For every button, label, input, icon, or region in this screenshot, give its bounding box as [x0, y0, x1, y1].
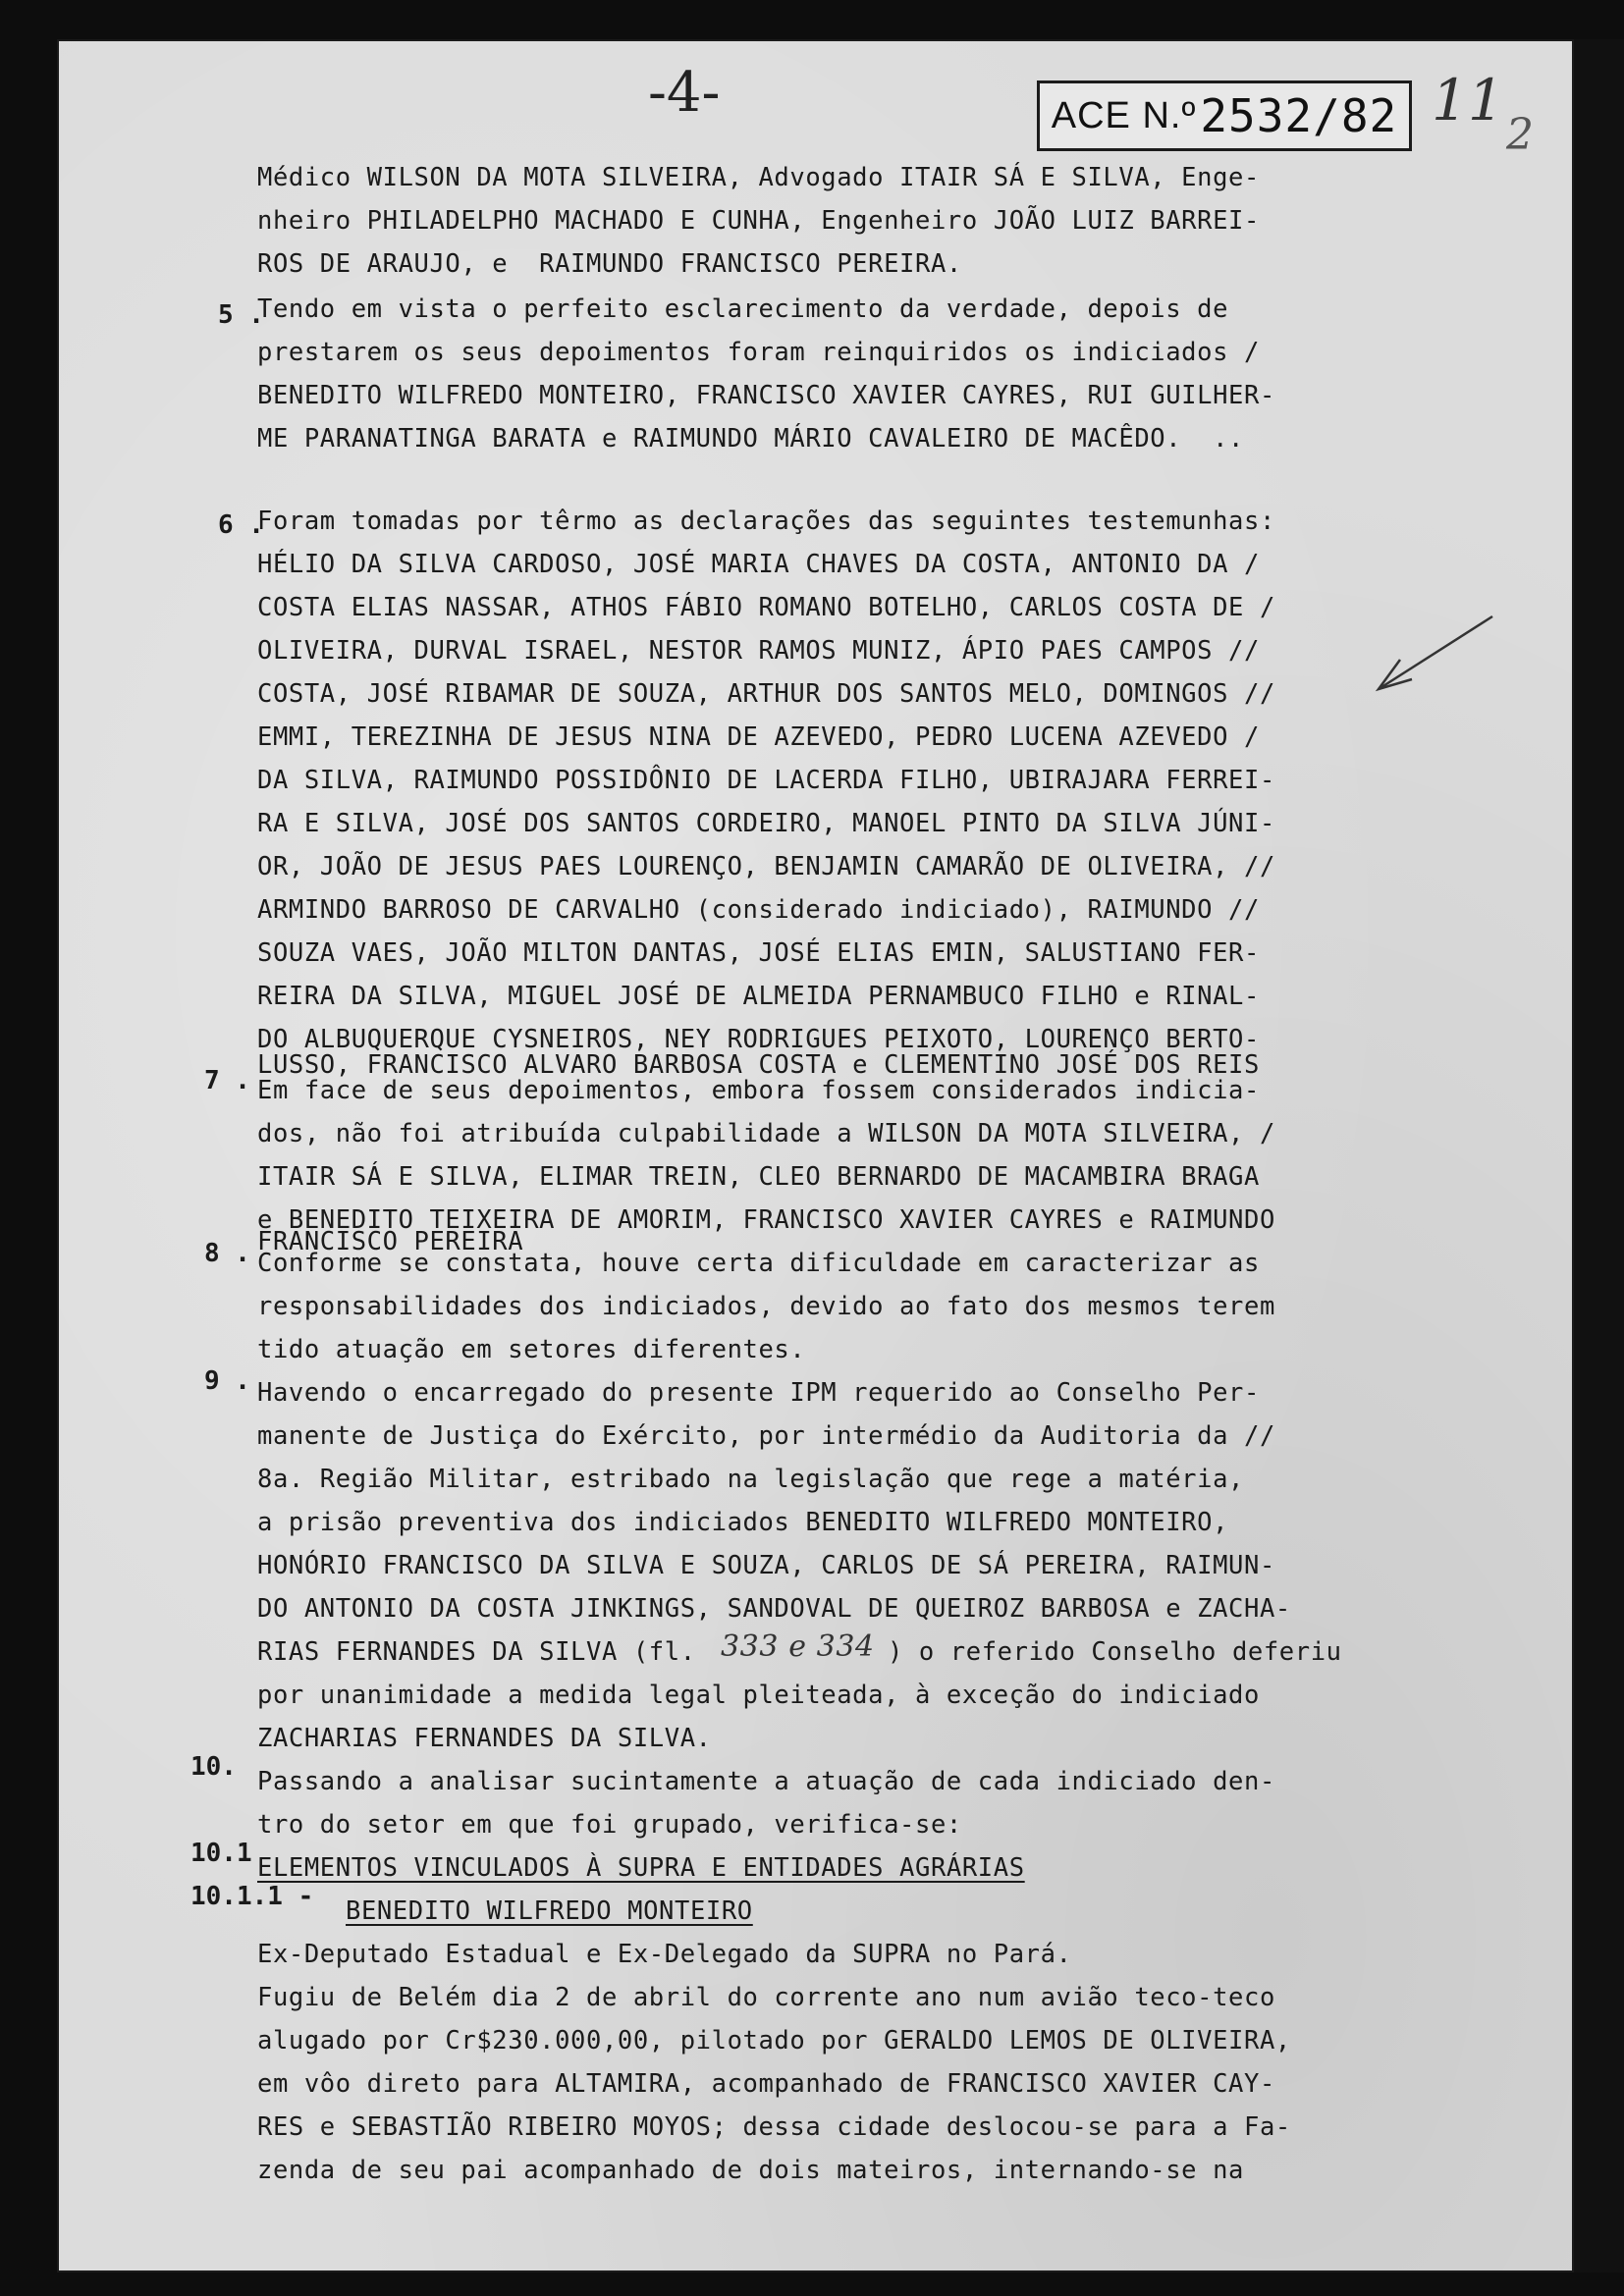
text-line: BENEDITO WILFREDO MONTEIRO, FRANCISCO XAVIER CAYRES, RUI GUILHER-	[257, 381, 1275, 410]
text-line: SOUZA VAES, JOÃO MILTON DANTAS, JOSÉ ELIAS EMIN, SALUSTIANO FER-	[257, 938, 1260, 968]
text-line: ZACHARIAS FERNANDES DA SILVA.	[257, 1724, 712, 1753]
text-line: ME PARANATINGA BARATA e RAIMUNDO MÁRIO CAVALEIRO DE MACÊDO. ..	[257, 424, 1244, 454]
item-number-10-1-1: 10.1.1 -	[190, 1882, 314, 1911]
text-line: manente de Justiça do Exército, por intermédio da Auditoria da //	[257, 1421, 1275, 1451]
text-line: DO ANTONIO DA COSTA JINKINGS, SANDOVAL DE QUEIROZ BARBOSA e ZACHA-	[257, 1594, 1291, 1624]
folio-mark: 11	[1432, 67, 1504, 133]
stamp-label: ACE N.º	[1051, 94, 1197, 136]
text-line: responsabilidades dos indiciados, devido ao fato dos mesmos terem	[257, 1292, 1275, 1321]
text-line: por unanimidade a medida legal pleiteada, à exceção do indiciado	[257, 1681, 1260, 1710]
page-number: -4-	[648, 61, 721, 125]
text-line: dos, não foi atribuída culpabilidade a WILSON DA MOTA SILVEIRA, /	[257, 1119, 1275, 1148]
text-line: OLIVEIRA, DURVAL ISRAEL, NESTOR RAMOS MUNIZ, ÁPIO PAES CAMPOS //	[257, 636, 1260, 666]
arrow-mark-icon	[1365, 609, 1502, 717]
text-line: LUSSO, FRANCISCO ALVARO BARBOSA COSTA e CLEMENTINO JOSÉ DOS REIS	[257, 1050, 1260, 1080]
item-number-10: 10.	[190, 1752, 237, 1782]
text-line: REIRA DA SILVA, MIGUEL JOSÉ DE ALMEIDA PERNAMBUCO FILHO e RINAL-	[257, 982, 1260, 1011]
text-line: alugado por Cr$230.000,00, pilotado por GERALDO LEMOS DE OLIVEIRA,	[257, 2026, 1291, 2056]
text-line: Em face de seus depoimentos, embora fossem considerados indicia-	[257, 1076, 1260, 1105]
text-line: Médico WILSON DA MOTA SILVEIRA, Advogado ITAIR SÁ E SILVA, Enge-	[257, 163, 1260, 192]
text-line: tido atuação em setores diferentes.	[257, 1335, 806, 1364]
item-number-10-1: 10.1	[190, 1839, 252, 1868]
text-line: em vôo direto para ALTAMIRA, acompanhado de FRANCISCO XAVIER CAY-	[257, 2069, 1275, 2099]
handwritten-folio-reference: 333 e 334	[721, 1629, 875, 1664]
text-line: Passando a analisar sucintamente a atuação de cada indiciado den-	[257, 1767, 1275, 1796]
text-line: OR, JOÃO DE JESUS PAES LOURENÇO, BENJAMIN CAMARÃO DE OLIVEIRA, //	[257, 852, 1275, 881]
text-line: Conforme se constata, houve certa dificuldade em caracterizar as	[257, 1249, 1260, 1278]
text-line: EMMI, TEREZINHA DE JESUS NINA DE AZEVEDO, PEDRO LUCENA AZEVEDO /	[257, 722, 1260, 752]
item-number-5: 5 .	[218, 300, 264, 330]
text-line: COSTA ELIAS NASSAR, ATHOS FÁBIO ROMANO BOTELHO, CARLOS COSTA DE /	[257, 593, 1275, 622]
text-line: ITAIR SÁ E SILVA, ELIMAR TREIN, CLEO BERNARDO DE MACAMBIRA BRAGA	[257, 1162, 1260, 1192]
text-line: Tendo em vista o perfeito esclarecimento da verdade, depois de	[257, 294, 1229, 324]
text-line: 8a. Região Militar, estribado na legislação que rege a matéria,	[257, 1465, 1244, 1494]
item-number-9: 9 .	[204, 1366, 250, 1396]
stamp-number: 2532/82	[1200, 89, 1398, 142]
folio-mark-secondary: 2	[1506, 110, 1534, 160]
text-line: ROS DE ARAUJO, e RAIMUNDO FRANCISCO PEREIRA.	[257, 249, 962, 279]
subsection-heading: BENEDITO WILFREDO MONTEIRO	[346, 1896, 753, 1926]
text-line: ARMINDO BARROSO DE CARVALHO (considerado indiciado), RAIMUNDO //	[257, 895, 1260, 925]
section-heading: ELEMENTOS VINCULADOS À SUPRA E ENTIDADES AGRÁRIAS	[257, 1853, 1025, 1883]
text-line: nheiro PHILADELPHO MACHADO E CUNHA, Engenheiro JOÃO LUIZ BARREI-	[257, 206, 1260, 236]
text-line: RA E SILVA, JOSÉ DOS SANTOS CORDEIRO, MANOEL PINTO DA SILVA JÚNI-	[257, 809, 1275, 838]
text-line: zenda de seu pai acompanhado de dois mateiros, internando-se na	[257, 2156, 1244, 2185]
text-line: a prisão preventiva dos indiciados BENEDITO WILFREDO MONTEIRO,	[257, 1508, 1229, 1537]
text-line: Ex-Deputado Estadual e Ex-Delegado da SUPRA no Pará.	[257, 1940, 1072, 1969]
item-number-6: 6 .	[218, 510, 264, 540]
text-line: Havendo o encarregado do presente IPM requerido ao Conselho Per-	[257, 1378, 1260, 1408]
item-number-7: 7 .	[204, 1066, 250, 1095]
text-line: DA SILVA, RAIMUNDO POSSIDÔNIO DE LACERDA FILHO, UBIRAJARA FERREI-	[257, 766, 1275, 795]
item-number-8: 8 .	[204, 1239, 250, 1268]
text-line: COSTA, JOSÉ RIBAMAR DE SOUZA, ARTHUR DOS SANTOS MELO, DOMINGOS //	[257, 679, 1275, 709]
text-line: e BENEDITO TEIXEIRA DE AMORIM, FRANCISCO XAVIER CAYRES e RAIMUNDO	[257, 1205, 1275, 1235]
text-line: prestarem os seus depoimentos foram reinquiridos os indiciados /	[257, 338, 1260, 367]
text-line: HONÓRIO FRANCISCO DA SILVA E SOUZA, CARLOS DE SÁ PEREIRA, RAIMUN-	[257, 1551, 1275, 1580]
text-line: DO ALBUQUERQUE CYSNEIROS, NEY RODRIGUES PEIXOTO, LOURENÇO BERTO-	[257, 1025, 1260, 1054]
text-line: RES e SEBASTIÃO RIBEIRO MOYOS; dessa cidade deslocou-se para a Fa-	[257, 2112, 1291, 2142]
text-line: ) o referido Conselho deferiu	[888, 1637, 1342, 1667]
text-line: Foram tomadas por têrmo as declarações das seguintes testemunhas:	[257, 507, 1275, 536]
text-line: Fugiu de Belém dia 2 de abril do corrente ano num avião teco-teco	[257, 1983, 1275, 2012]
text-line: RIAS FERNANDES DA SILVA (fl.	[257, 1637, 696, 1667]
text-line: tro do setor em que foi grupado, verifica-se:	[257, 1810, 962, 1840]
text-line: HÉLIO DA SILVA CARDOSO, JOSÉ MARIA CHAVES DA COSTA, ANTONIO DA /	[257, 550, 1260, 579]
text-line: FRANCISCO PEREIRA	[257, 1227, 524, 1256]
